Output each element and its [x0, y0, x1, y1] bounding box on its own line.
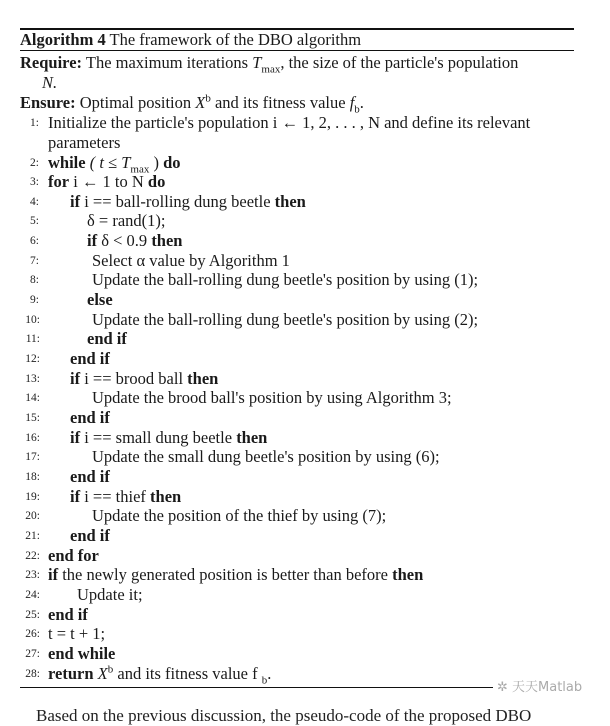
line-content: t = t + 1;	[48, 624, 106, 643]
line-text	[70, 428, 267, 448]
keyword: while	[48, 153, 86, 172]
line-number: 2:	[30, 157, 39, 169]
line-content: Update it;	[77, 585, 143, 604]
algorithm-line	[0, 644, 580, 664]
line-content: i == small dung beetle	[84, 428, 233, 447]
ensure-text-2: and its fitness value	[214, 93, 346, 112]
line-text	[70, 526, 110, 546]
keyword: do	[163, 153, 181, 172]
algorithm-number: Algorithm 4	[20, 30, 106, 49]
line-number: 22:	[25, 550, 40, 562]
algorithm-line	[0, 605, 580, 625]
keyword: end if	[70, 467, 110, 486]
algorithm-line	[0, 290, 580, 310]
ensure-text: Optimal position	[79, 93, 192, 112]
line-number: 8:	[30, 274, 39, 286]
algorithm-line	[0, 487, 580, 507]
line-text	[70, 369, 218, 389]
line-number: 10:	[25, 314, 40, 326]
line-text	[48, 624, 105, 644]
line-content: Update the position of the thief by using (7);	[92, 506, 387, 525]
keyword: if	[70, 428, 81, 447]
keyword: end while	[48, 644, 116, 663]
algorithm-line	[0, 349, 580, 369]
algorithm-caption	[20, 30, 361, 50]
algorithm-line	[0, 211, 580, 231]
line-text	[77, 585, 143, 605]
line-number: 27:	[25, 648, 40, 660]
algorithm-line	[0, 113, 580, 152]
algorithm-line	[0, 310, 580, 330]
line-text	[87, 290, 113, 310]
algorithm-line	[0, 447, 580, 467]
line-text	[70, 487, 181, 507]
line-text	[70, 192, 306, 212]
keyword: then	[150, 487, 182, 506]
line-number: 12:	[25, 353, 40, 365]
text: .	[267, 664, 272, 683]
line-text	[48, 644, 115, 664]
condition: ( t ≤ T	[89, 153, 131, 172]
line-number: 7:	[30, 255, 39, 267]
text: )	[153, 153, 159, 172]
keyword: end for	[48, 546, 99, 565]
algorithm-line	[0, 251, 580, 271]
line-content: i == thief	[84, 487, 146, 506]
line-text	[92, 251, 290, 271]
ensure-end: .	[359, 93, 364, 112]
keyword: if	[87, 231, 98, 250]
algorithm-title: The framework of the DBO algorithm	[109, 30, 362, 49]
line-content: δ = rand(1);	[87, 211, 166, 230]
keyword: end if	[70, 526, 110, 545]
line-number: 9:	[30, 294, 39, 306]
keyword: then	[236, 428, 268, 447]
keyword: then	[392, 565, 424, 584]
keyword: if	[48, 565, 59, 584]
line-text	[70, 349, 110, 369]
line-content: Select α value by Algorithm 1	[92, 251, 290, 270]
algorithm-line	[0, 369, 580, 389]
require-var: T	[252, 53, 262, 72]
line-number: 25:	[25, 609, 40, 621]
line-number: 19:	[25, 491, 40, 503]
keyword: end if	[70, 349, 110, 368]
keyword: if	[70, 192, 81, 211]
line-content: Initialize the particle's population i ← 1, 2, . . . , N and define its relevant	[48, 113, 531, 132]
line-number: 13:	[25, 373, 40, 385]
line-content: Update the ball-rolling dung beetle's position by using (2);	[92, 310, 479, 329]
line-content: i ← 1 to N	[73, 172, 144, 191]
keyword: then	[274, 192, 306, 211]
line-text	[92, 270, 478, 290]
keyword: end if	[70, 408, 110, 427]
line-text	[48, 546, 99, 566]
line-content: the newly generated position is better than before	[62, 565, 388, 584]
watermark-logo-icon: ✲	[497, 680, 513, 695]
following-paragraph: Based on the previous discussion, the pseudo-code of the proposed DBO	[36, 706, 532, 725]
text: and its fitness value f	[117, 664, 258, 683]
line-number: 14:	[25, 392, 40, 404]
line-text	[70, 467, 110, 487]
line-continuation: parameters	[48, 133, 121, 152]
require-block	[20, 53, 575, 93]
subscript: max	[130, 163, 150, 176]
algorithm-line	[0, 428, 580, 448]
line-text	[92, 388, 452, 408]
keyword: if	[70, 369, 81, 388]
algorithm-line	[0, 172, 580, 192]
line-number: 28:	[25, 668, 40, 680]
line-number: 1:	[30, 117, 39, 129]
line-text	[48, 172, 165, 192]
line-content: Update the small dung beetle's position by using (6);	[92, 447, 440, 466]
algorithm-line	[0, 153, 580, 176]
keyword: then	[187, 369, 219, 388]
algorithm-line	[0, 546, 580, 566]
line-text	[92, 447, 440, 467]
algorithm-line	[0, 192, 580, 212]
ensure-sup: b	[205, 92, 211, 105]
algorithm-line	[0, 329, 580, 349]
line-number: 16:	[25, 432, 40, 444]
line-text	[92, 310, 478, 330]
watermark	[493, 676, 582, 695]
algorithm-line	[0, 467, 580, 487]
line-number: 20:	[25, 510, 40, 522]
superscript: b	[107, 663, 114, 676]
require-label: Require:	[20, 53, 83, 72]
line-text	[48, 605, 88, 625]
caption-rule	[20, 50, 574, 51]
keyword: then	[151, 231, 183, 250]
algorithm-line	[0, 624, 580, 644]
keyword: return	[48, 664, 94, 683]
line-number: 6:	[30, 235, 39, 247]
keyword: if	[70, 487, 81, 506]
line-content: i == ball-rolling dung beetle	[84, 192, 271, 211]
line-text	[48, 113, 530, 133]
ensure-label: Ensure:	[20, 93, 76, 112]
line-text	[48, 153, 181, 176]
algorithm-line	[0, 585, 580, 605]
line-content: i == brood ball	[84, 369, 184, 388]
ensure-var2: f	[349, 93, 355, 112]
line-text	[48, 663, 272, 687]
ensure-sub2: b	[354, 103, 360, 116]
line-text	[48, 565, 423, 585]
keyword: do	[147, 172, 166, 191]
line-number: 4:	[30, 196, 39, 208]
line-number: 3:	[30, 176, 39, 188]
line-number: 17:	[25, 451, 40, 463]
algorithm-line	[0, 526, 580, 546]
algorithm-line	[0, 388, 580, 408]
line-number: 23:	[25, 569, 40, 581]
algorithm-line	[0, 408, 580, 428]
require-text: The maximum iterations	[85, 53, 249, 72]
keyword: else	[87, 290, 113, 309]
algorithm-line	[0, 565, 580, 585]
ensure-var: X	[195, 93, 206, 112]
ensure-block	[20, 92, 575, 116]
line-text	[87, 329, 127, 349]
bottom-rule	[20, 687, 574, 688]
algorithm-line	[0, 506, 580, 526]
line-number: 21:	[25, 530, 40, 542]
line-number: 26:	[25, 628, 40, 640]
line-number: 11:	[25, 333, 40, 345]
algorithm-line	[0, 270, 580, 290]
line-number: 15:	[25, 412, 40, 424]
require-cont: N.	[42, 73, 58, 92]
line-text	[87, 231, 182, 251]
require-text-2: , the size of the particle's population	[280, 53, 519, 72]
line-text	[92, 506, 386, 526]
line-content: Update the ball-rolling dung beetle's position by using (1);	[92, 270, 479, 289]
algorithm-line	[0, 231, 580, 251]
var: X	[97, 664, 108, 683]
require-sub: max	[261, 63, 281, 76]
keyword: end if	[87, 329, 127, 348]
line-text	[70, 408, 110, 428]
line-content: Update the brood ball's position by using Algorithm 3;	[92, 388, 452, 407]
watermark-text: 天天Matlab	[512, 680, 583, 695]
line-number: 18:	[25, 471, 40, 483]
line-number: 5:	[30, 215, 39, 227]
subscript: b	[261, 674, 268, 687]
keyword: for	[48, 172, 70, 191]
line-number: 24:	[25, 589, 40, 601]
keyword: end if	[48, 605, 88, 624]
line-text	[87, 211, 165, 231]
line-content: δ < 0.9	[101, 231, 148, 250]
